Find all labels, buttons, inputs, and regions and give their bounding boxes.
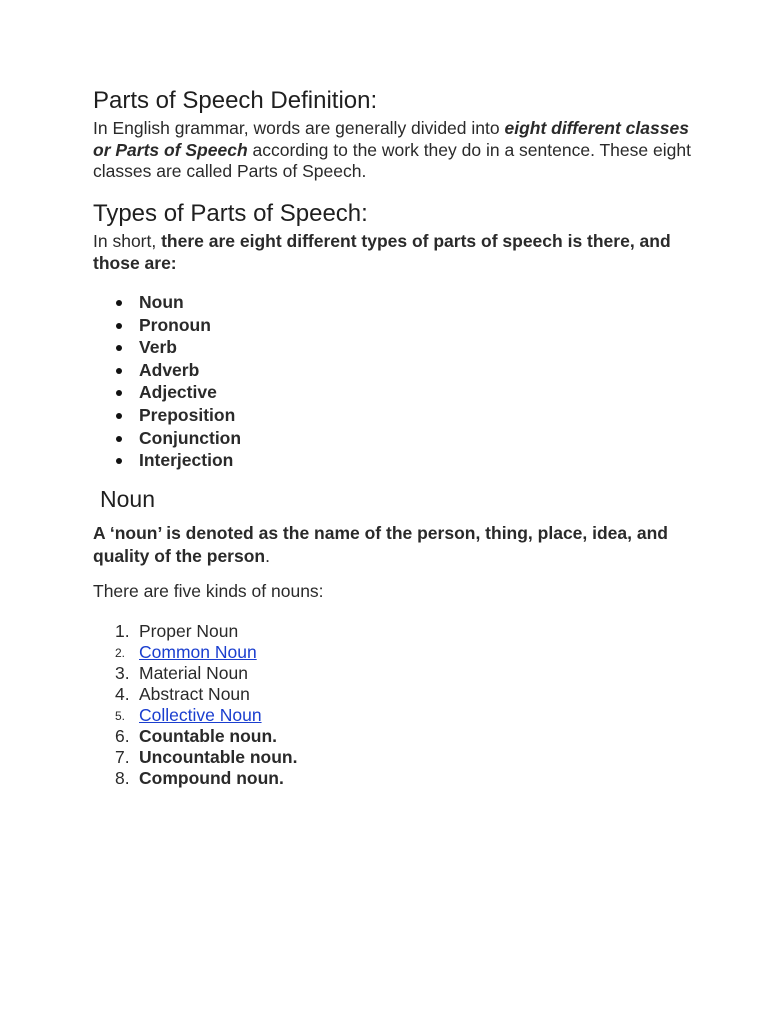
bullet-icon xyxy=(116,345,122,351)
list-item xyxy=(93,314,241,337)
bullet-icon xyxy=(116,458,122,464)
list-item xyxy=(93,705,297,726)
list-item-label: Verb xyxy=(139,337,177,358)
types-intro-paragraph xyxy=(93,231,693,274)
list-item xyxy=(93,291,241,314)
bullet-icon xyxy=(116,390,122,396)
bullet-icon xyxy=(116,413,122,419)
noun-definition-bold: A ‘noun’ is denoted as the name of the person, thing, place, idea, and quality of the person xyxy=(93,523,668,566)
list-item-label: Abstract Noun xyxy=(139,684,250,704)
list-item-label: Material Noun xyxy=(139,663,248,683)
list-item xyxy=(93,768,297,789)
list-number: 1. xyxy=(115,621,130,641)
bullet-icon xyxy=(116,436,122,442)
list-number: 3. xyxy=(115,663,130,683)
section-heading-noun: Noun xyxy=(100,486,155,512)
list-item xyxy=(93,684,297,705)
list-item-label: Pronoun xyxy=(139,314,211,335)
definition-text-end: according to the work they do in a sentence. These eight classes are called Parts of Speech. xyxy=(93,139,691,181)
noun-kinds-intro: There are five kinds of nouns: xyxy=(93,581,324,601)
parts-of-speech-list xyxy=(93,291,241,472)
collective-noun-link[interactable]: Collective Noun xyxy=(139,705,262,725)
list-item-label: Countable noun. xyxy=(139,726,278,746)
list-item xyxy=(93,336,241,359)
list-item xyxy=(93,381,241,404)
list-item xyxy=(93,427,241,450)
list-item xyxy=(93,404,241,427)
bullet-icon xyxy=(116,323,122,329)
list-item-label: Preposition xyxy=(139,404,236,425)
list-number: 7. xyxy=(115,747,130,767)
list-item-label: Proper Noun xyxy=(139,621,239,641)
definition-text-start: In English grammar, words are generally divided into xyxy=(93,118,505,138)
noun-definition-paragraph xyxy=(93,522,693,568)
list-item xyxy=(93,726,297,747)
list-item xyxy=(93,663,297,684)
noun-kinds-list xyxy=(93,621,297,789)
list-item xyxy=(93,449,241,472)
list-number: 5. xyxy=(115,709,126,723)
list-item-label: Interjection xyxy=(139,450,234,471)
list-number: 2. xyxy=(115,646,126,660)
list-item-label: Uncountable noun. xyxy=(139,747,298,767)
section-heading-types: Types of Parts of Speech: xyxy=(93,200,368,227)
list-item xyxy=(93,359,241,382)
list-item-label: Noun xyxy=(139,292,184,312)
common-noun-link[interactable]: Common Noun xyxy=(139,642,257,662)
bullet-icon xyxy=(116,368,122,374)
definition-paragraph xyxy=(93,118,693,183)
list-number: 6. xyxy=(115,726,130,746)
types-intro-bold: there are eight different types of parts of speech is there, and those are: xyxy=(93,231,671,273)
list-item-label: Adverb xyxy=(139,359,200,380)
section-heading-definition: Parts of Speech Definition: xyxy=(93,87,378,114)
list-item xyxy=(93,621,297,642)
definition-emphasis: eight different classes or Parts of Speech xyxy=(93,118,689,160)
list-number: 4. xyxy=(115,684,130,704)
list-number: 8. xyxy=(115,768,130,788)
list-item-label: Adjective xyxy=(139,382,217,403)
list-item xyxy=(93,642,297,663)
list-item-label: Compound noun. xyxy=(139,768,284,788)
bullet-icon xyxy=(116,300,122,306)
noun-definition-period: . xyxy=(265,546,270,566)
list-item xyxy=(93,747,297,768)
types-intro-start: In short, xyxy=(93,231,162,251)
list-item-label: Conjunction xyxy=(139,427,242,448)
